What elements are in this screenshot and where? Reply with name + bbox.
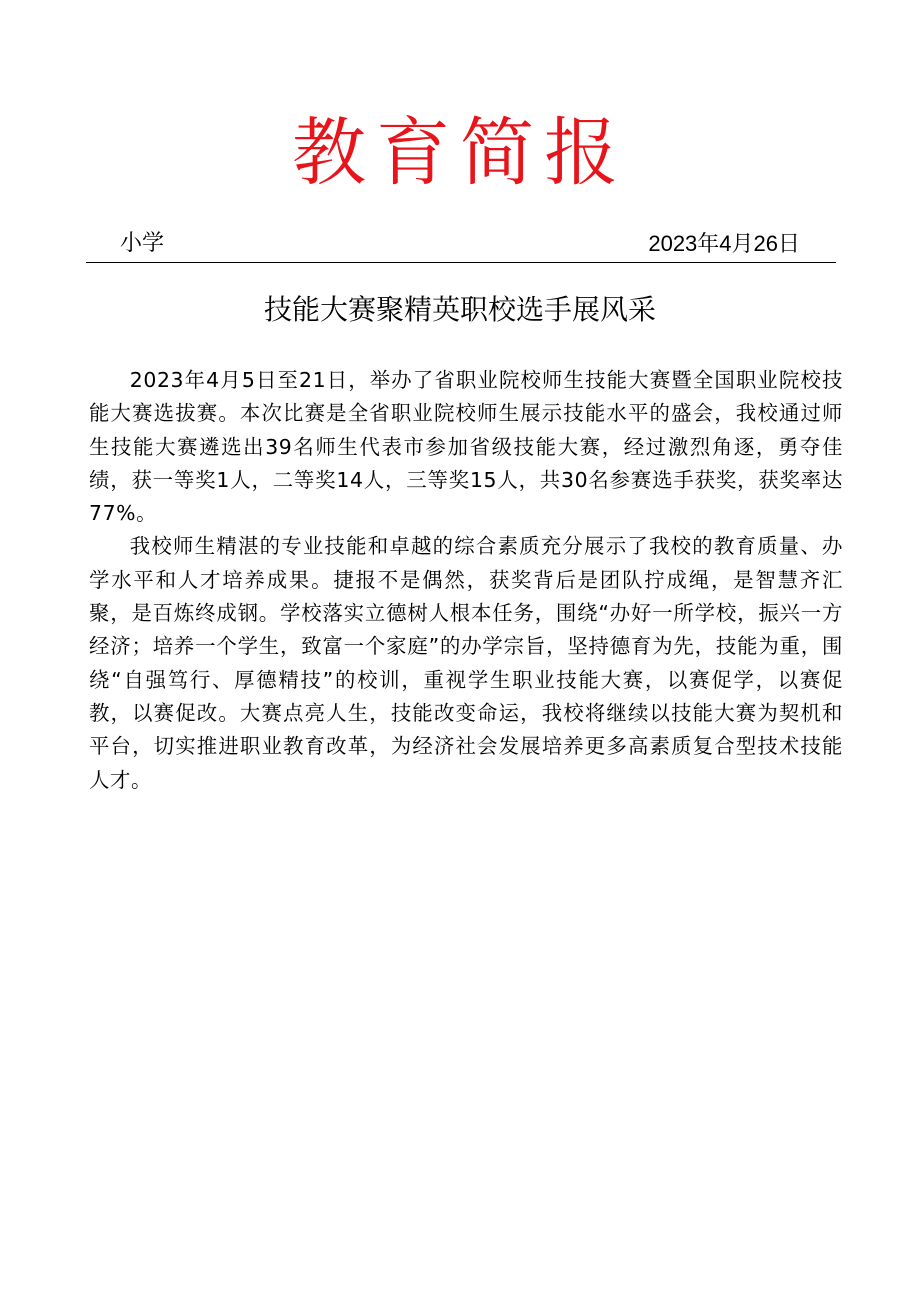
article-paragraph: 我校师生精湛的专业技能和卓越的综合素质充分展示了我校的教育质量、办学水平和人才培养成果。捷报不是偶然，获奖背后是团队拧成绳，是智慧齐汇聚，是百炼终成钢。学校落实立德树人根本任务，围绕“办好一所学校，振兴一方经济；培养一个学生，致富一个家庭”的办学宗旨，坚持德育为先，技能为重，围绕“自强笃行、厚德精技”的校训，重视学生职业技能大赛，以赛促学，以赛促教，以赛促改。大赛点亮人生，技能改变命运，我校将继续以技能大赛为契机和平台，切实推进职业教育改革，为经济社会发展培养更多高素质复合型技术技能人才。 xyxy=(89,534,843,792)
issue-date: 2023年4月26日 xyxy=(648,231,800,256)
article-paragraph: 2023年4月5日至21日，举办了省职业院校师生技能大赛暨全国职业院校技能大赛选拔赛。本次比赛是全省职业院校师生展示技能水平的盛会，我校通过师生技能大赛遴选出39名师生代表市参加省级技能大赛，经过激烈角逐，勇夺佳绩，获一等奖1人，二等奖14人，三等奖15人，共30名参赛选手获奖，获奖率达77%。 xyxy=(89,368,843,526)
article-headline: 技能大赛聚精英职校选手展风采 xyxy=(263,293,656,326)
school-name: 小学 xyxy=(120,231,165,256)
issue-info-bar xyxy=(86,228,836,263)
newsletter-masthead: 教育简报 xyxy=(292,110,628,196)
article-body xyxy=(89,364,843,797)
